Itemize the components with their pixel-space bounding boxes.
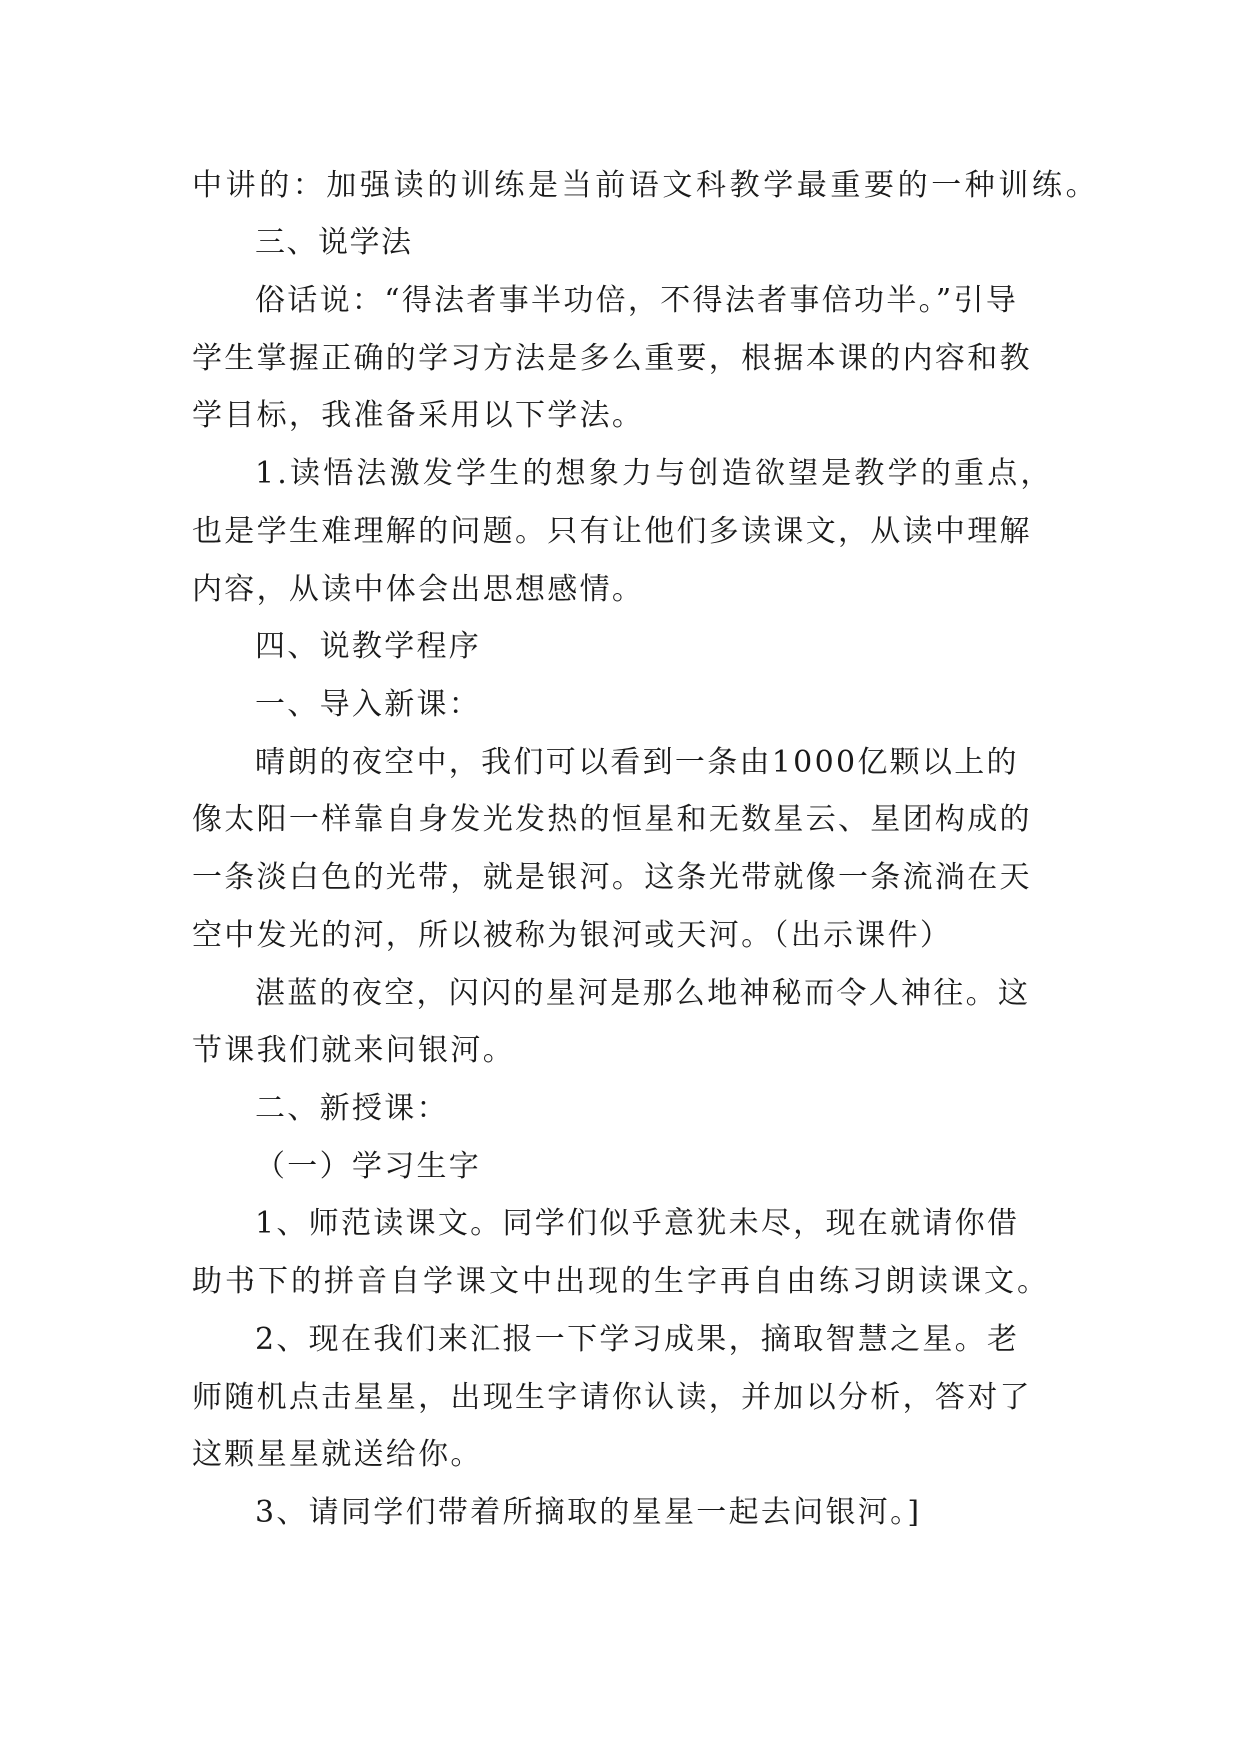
paragraph-line bbox=[0, 800, 1241, 840]
line-text: 2、现在我们来汇报一下学习成果，摘取智慧之星。老 bbox=[255, 1322, 1020, 1357]
paragraph-line bbox=[0, 339, 1241, 379]
heading-text: 三、说学法 bbox=[255, 225, 413, 260]
paragraph-line bbox=[0, 1320, 1241, 1360]
paragraph-line bbox=[0, 1493, 1241, 1533]
heading-text: 二、新授课： bbox=[255, 1091, 449, 1126]
paragraph-line bbox=[0, 1378, 1241, 1418]
line-text: 节课我们就来问银河。 bbox=[192, 1033, 515, 1068]
paragraph-line bbox=[0, 512, 1241, 552]
section-heading bbox=[0, 223, 1241, 263]
line-text: 也是学生难理解的问题。只有让他们多读课文，从读中理解 bbox=[192, 514, 1032, 549]
line-text: 像太阳一样靠自身发光发热的恒星和无数星云、星团构成的 bbox=[192, 802, 1032, 837]
heading-text: （一）学习生字 bbox=[255, 1149, 482, 1184]
line-text: 一条淡白色的光带，就是银河。这条光带就像一条流淌在天 bbox=[192, 860, 1032, 895]
subsection-heading bbox=[0, 1147, 1241, 1187]
paragraph-line bbox=[0, 454, 1241, 494]
line-text: 这颗星星就送给你。 bbox=[192, 1437, 483, 1472]
paragraph-line bbox=[0, 570, 1241, 610]
line-text: 1、师范读课文。同学们似乎意犹未尽，现在就请你借 bbox=[255, 1206, 1020, 1241]
paragraph-line bbox=[0, 396, 1241, 436]
line-text: 师随机点击星星，出现生字请你认读，并加以分析，答对了 bbox=[192, 1380, 1032, 1415]
line-text: 俗话说：“得法者事半功倍，不得法者事倍功半。”引导 bbox=[255, 283, 1019, 318]
line-text: 1.读悟法激发学生的想象力与创造欲望是教学的重点， bbox=[255, 456, 1054, 491]
line-text: 中讲的：加强读的训练是当前语文科教学最重要的一种训练。 bbox=[192, 168, 1100, 203]
line-text: 湛蓝的夜空，闪闪的星河是那么地神秘而令人神往。这 bbox=[255, 976, 1031, 1011]
paragraph-line bbox=[0, 1031, 1241, 1071]
line-text: 晴朗的夜空中，我们可以看到一条由1000亿颗以上的 bbox=[255, 745, 1019, 780]
paragraph-line bbox=[0, 166, 1241, 206]
heading-text: 一、导入新课： bbox=[255, 687, 482, 722]
paragraph-line bbox=[0, 281, 1241, 321]
paragraph-line bbox=[0, 1435, 1241, 1475]
line-text: 学目标，我准备采用以下学法。 bbox=[192, 398, 645, 433]
paragraph-line bbox=[0, 974, 1241, 1014]
heading-text: 四、说教学程序 bbox=[255, 629, 482, 664]
line-text: 空中发光的河，所以被称为银河或天河。（出示课件） bbox=[192, 918, 953, 953]
section-heading bbox=[0, 627, 1241, 667]
line-text: 3、请同学们带着所摘取的星星一起去问银河。] bbox=[255, 1495, 922, 1530]
subsection-heading bbox=[0, 1089, 1241, 1129]
line-text: 学生掌握正确的学习方法是多么重要，根据本课的内容和教 bbox=[192, 341, 1032, 376]
paragraph-line bbox=[0, 1262, 1241, 1302]
paragraph-line bbox=[0, 1204, 1241, 1244]
paragraph-line bbox=[0, 916, 1241, 956]
paragraph-line bbox=[0, 858, 1241, 898]
paragraph-line bbox=[0, 743, 1241, 783]
line-text: 内容，从读中体会出思想感情。 bbox=[192, 572, 645, 607]
subsection-heading bbox=[0, 685, 1241, 725]
line-text: 助书下的拼音自学课文中出现的生字再自由练习朗读课文。 bbox=[192, 1264, 1050, 1299]
